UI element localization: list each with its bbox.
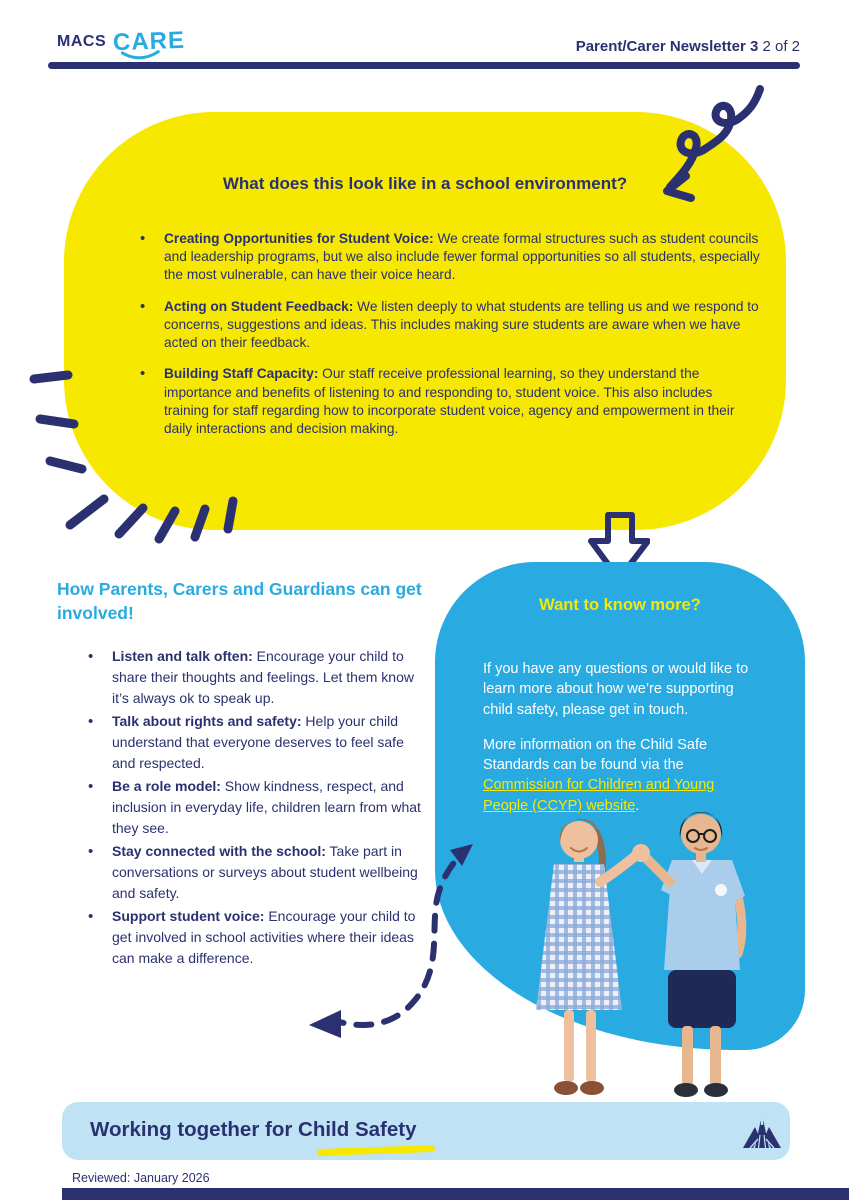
contact-paragraph: If you have any questions or would like to learn more about how we’re supporting child safety, please get in touch. bbox=[483, 661, 749, 718]
header-page-info bbox=[576, 38, 800, 55]
list-item: • Stay connected with the school: Take part in conversations or surveys about student wellbeing and safety. bbox=[82, 841, 430, 904]
care-wordmark: CARE bbox=[113, 27, 186, 57]
macs-care-logo bbox=[57, 28, 185, 56]
reviewed-date: Reviewed: January 2026 bbox=[72, 1171, 210, 1185]
macs-wordmark: MACS bbox=[57, 33, 107, 50]
list-item: • Talk about rights and safety: Help your child understand that everyone deserves to feel safe and respected. bbox=[82, 711, 430, 774]
footer-banner bbox=[62, 1102, 790, 1160]
section-heading: Want to know more? bbox=[539, 596, 701, 614]
yellow-highlight-underline bbox=[317, 1145, 435, 1156]
list-item: • Creating Opportunities for Student Voice: We create formal structures such as student councils and leadership programs, but we also include fewer formal opportunities so all students, especially the most vulnerable, can have their voice heard. bbox=[132, 230, 760, 285]
list-item: • Support student voice: Encourage your child to get involved in school activities where their ideas can make a difference. bbox=[82, 906, 430, 969]
section-heading: What does this look like in a school environment? bbox=[222, 174, 628, 193]
ccyp-website-link[interactable]: Commission for Children and Young People (CCYP) website bbox=[483, 777, 715, 814]
header-divider bbox=[48, 62, 800, 69]
page-indicator: 2 of 2 bbox=[762, 38, 800, 55]
list-item: • Acting on Student Feedback: We listen deeply to what students are telling us and we respond to concerns, suggestions and ideas. This includes making sure students are aware when we have acted on their feedback. bbox=[132, 298, 760, 353]
footer-banner-text: Working together for Child Safety bbox=[90, 1118, 417, 1141]
list-item: • Building Staff Capacity: Our staff receive professional learning, so they understand the importance and benefits of listening to and responding to, student voice. This also includes training for staff regarding how to incorporate student voice, agency and empowerment in their daily interactions and decision making. bbox=[132, 365, 760, 438]
dashed-curve-arrow-icon bbox=[305, 835, 480, 1040]
macs-logo-mark-icon bbox=[742, 1113, 782, 1149]
newsletter-title: Parent/Carer Newsletter 3 bbox=[575, 38, 759, 55]
bottom-strip bbox=[62, 1188, 849, 1200]
radiating-dashes-icon bbox=[22, 362, 242, 547]
students-high-five-photo bbox=[492, 798, 787, 1100]
curly-arrow-icon bbox=[645, 84, 770, 229]
list-item: • Be a role model: Show kindness, respect, and inclusion in everyday life, children learn from what they see. bbox=[82, 776, 430, 839]
involved-heading: How Parents, Carers and Guardians can get involved! bbox=[57, 579, 422, 623]
list-item: • Listen and talk often: Encourage your child to share their thoughts and feelings. Let them know it’s always ok to speak up. bbox=[82, 646, 430, 709]
more-info-paragraph: More information on the Child Safe Standards can be found via the Commission for Children and Young People (CCYP) website. bbox=[483, 736, 715, 814]
